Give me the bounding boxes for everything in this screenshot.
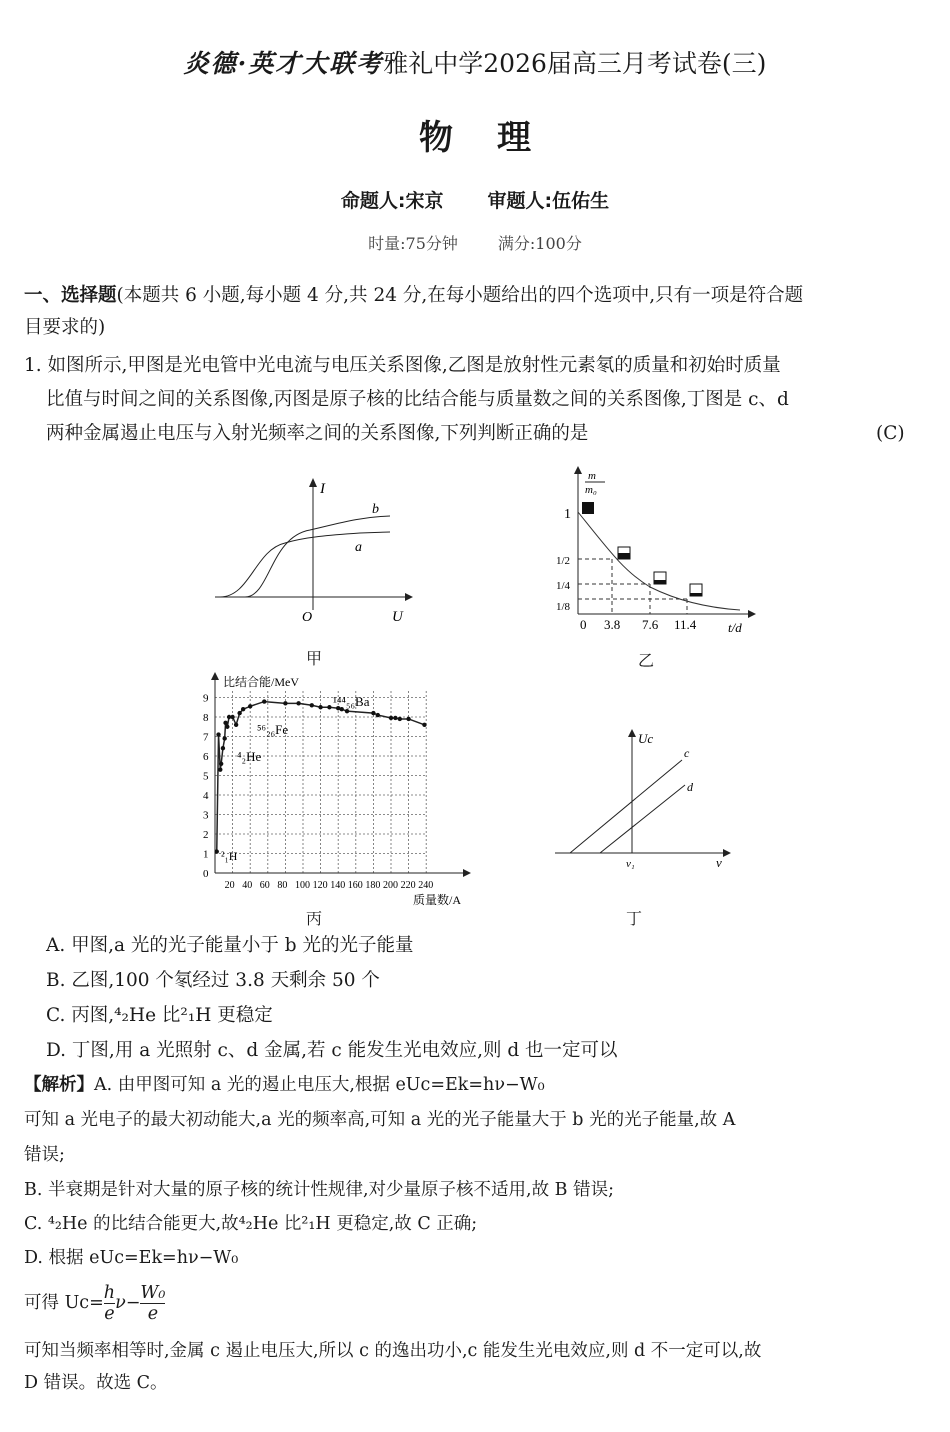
figure-yi-decay-graph [550,462,760,642]
analysis-text: 可知当频率相等时,金属 c 遏止电压大,所以 c 的逸出功小,c 能发生光电效应,则 d 不一定可以,故 [24,1341,762,1361]
data-point [216,732,220,736]
question-text: 两种金属遏止电压与入射光频率之间的关系图像,下列判断正确的是 [46,423,589,444]
x-tick: 120 [312,880,328,891]
line-d-label: d [687,780,693,794]
authors [0,186,950,213]
y-tick: 2 [203,829,209,841]
figure-ding-stopping-voltage-graph [550,725,740,870]
curve-a [220,532,390,597]
analysis-text: 可得 Uc= [24,1293,104,1313]
axis-label-u: U [392,609,403,625]
full-sample-icon [582,502,594,514]
duration: 时量:75分钟 [368,234,458,253]
exam-info [0,231,950,254]
y-axis-label: 比结合能/MeV [223,675,299,689]
line-c [570,760,682,853]
question-number: 1. [24,355,42,376]
y-label: Uc [638,731,654,746]
y-tick: 1/2 [556,555,571,567]
data-point [398,717,402,721]
analysis-tag: 【解析】 [24,1075,94,1095]
x-tick: 40 [242,880,253,891]
denominator: e [147,1304,159,1324]
x-tick: 180 [365,880,381,891]
data-point [215,849,219,853]
fe56-label: ⁵⁶₂₆Fe [257,722,289,737]
data-point [393,716,397,720]
subject-title [0,110,950,159]
data-point [241,707,245,711]
option-b: B. 乙图,100 个氡经过 3.8 天剩余 50 个 [46,970,380,991]
y-label-num: m [588,470,596,482]
analysis-text: 可知 a 光电子的最大初动能大,a 光的频率高,可知 a 光的光子能量大于 b 光的光子能量,故 A [24,1110,736,1130]
data-point [237,711,241,715]
subject-char: 理 [497,118,531,158]
data-point [221,746,225,750]
y-tick: 9 [203,692,209,705]
y-label-den: m₀ [585,484,597,496]
section-desc: (本题共 6 小题,每小题 4 分,共 24 分,在每小题给出的四个选项中,只有一项是符合题 [116,285,804,306]
numerator: h [103,1283,116,1303]
data-point [223,721,227,725]
y-tick: 5 [203,770,209,783]
option-c: C. 丙图,⁴₂He 比²₁H 更稳定 [46,1005,273,1026]
analysis-text-cutoff: D 错误。故选 C。 [24,1373,168,1393]
data-point [234,723,238,727]
figure-jia-iv-graph [210,475,410,635]
data-point [376,713,380,717]
data-point [389,716,393,720]
exam-header [0,44,950,80]
denominator: e [104,1304,115,1324]
analysis-text: B. 半衰期是针对大量的原子核的统计性规律,对少量原子核不适用,故 B 错误; [24,1180,614,1200]
question-text: 比值与时间之间的关系图像,丙图是原子核的比结合能与质量数之间的关系图像,丁图是 c、d [46,389,789,410]
ba144-label: ¹⁴⁴₅₆Ba [333,694,370,709]
axis-label-i: I [320,481,325,497]
y-tick: 0 [203,868,209,880]
x-tick: 20 [224,880,235,891]
x-label: ν [716,855,722,870]
brand-logo-text: 炎德·英才大联考 [183,49,384,78]
analysis-text: D. 根据 eUc=Ek=hν−W₀ [24,1248,239,1268]
data-point [222,736,226,740]
full-score: 满分:100分 [497,234,582,253]
data-point [230,715,234,719]
line-c-label: c [684,746,690,760]
y-tick: 4 [203,790,209,802]
x-tick: 80 [277,880,288,891]
analysis-line [24,1068,545,1102]
data-point [371,711,375,715]
y-tick: 7 [203,731,209,744]
x-axis-label: 质量数/A [413,893,462,907]
data-point [262,699,266,703]
curve-a-label: a [355,540,362,555]
analysis-text: C. ⁴₂He 的比结合能更大,故⁴₂He 比²₁H 更稳定,故 C 正确; [24,1214,478,1234]
subject-char: 物 [419,118,453,158]
analysis-formula [24,1283,165,1324]
data-point [406,717,410,721]
question-text: 如图所示,甲图是光电管中光电流与电压关系图像,乙图是放射性元素氡的质量和初始时质量 [47,355,781,376]
y-tick: 6 [203,751,209,763]
data-point [218,767,222,771]
exam-title: 雅礼中学2026届高三月考试卷(三) [383,49,767,78]
he4-label: ⁴₂He [237,749,262,764]
numerator: W₀ [140,1283,166,1303]
curve-b [245,516,390,597]
x-tick: 0 [580,617,587,632]
h2-label: ²₁H [221,849,238,863]
x-tick: 220 [400,880,416,891]
reviewer: 审题人:伍佑生 [487,190,610,212]
y-tick: 1/8 [556,601,571,613]
x-label: t/d [728,620,742,635]
data-point [318,705,322,709]
caption-yi: 乙 [638,651,655,670]
data-point [327,705,331,709]
data-point [219,762,223,766]
x-tick: ν₁ [626,858,635,870]
data-point [310,703,314,707]
curve-b-label: b [372,502,379,517]
fraction-h-over-e [104,1283,115,1324]
data-point [225,725,229,729]
x-tick: 240 [418,880,434,891]
y-tick: 3 [203,809,209,822]
answer-mark: (C) [876,423,905,444]
y-tick: 8 [203,712,209,724]
section-heading [24,279,803,313]
option-a: A. 甲图,a 光的光子能量小于 b 光的光子能量 [46,935,414,956]
section-title: 一、选择题 [24,285,117,306]
fraction-w0-over-e [140,1283,165,1324]
y-tick: 1 [564,507,571,522]
analysis-text: A. 由甲图可知 a 光的遏止电压大,根据 eUc=Ek=hν−W₀ [94,1075,545,1095]
analysis-text: 错误; [24,1145,65,1165]
caption-bing: 丙 [306,909,323,928]
caption-ding: 丁 [626,909,643,928]
origin-label: O [302,610,313,625]
x-tick: 7.6 [642,617,659,632]
x-tick: 11.4 [674,617,697,632]
data-point [296,701,300,705]
option-d: D. 丁图,用 a 光照射 c、d 金属,若 c 能发生光电效应,则 d 也一定可以 [46,1040,618,1061]
line-d [600,785,685,853]
x-tick: 100 [295,880,310,891]
x-tick: 60 [259,880,270,891]
caption-jia: 甲 [306,649,323,668]
nu: ν− [115,1293,141,1313]
x-tick: 160 [347,880,363,891]
x-tick: 200 [383,880,398,891]
x-tick: 140 [330,880,346,891]
data-point [248,704,252,708]
setter: 命题人:宋京 [340,190,444,212]
data-point [345,709,349,713]
y-tick: 1/4 [556,580,571,592]
y-tick: 1 [203,848,209,861]
section-desc-cont: 目要求的) [24,317,106,338]
x-tick: 3.8 [604,617,621,632]
figure-bing-binding-energy-graph [195,670,485,910]
data-point [422,723,426,727]
question-line [24,349,781,383]
data-point [283,701,287,705]
